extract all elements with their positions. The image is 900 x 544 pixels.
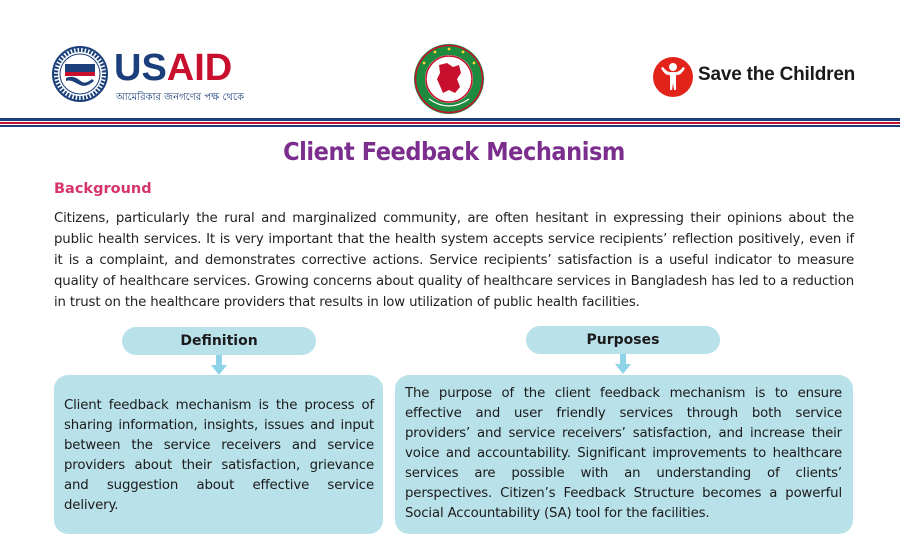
save-the-children-name: Save the Children <box>698 64 856 85</box>
down-arrow-icon <box>211 355 227 375</box>
header-logos <box>0 0 900 118</box>
usaid-wordmark-aid: AID <box>166 47 233 89</box>
bangladesh-government-seal-icon <box>413 43 485 115</box>
stripe-red <box>0 122 900 124</box>
background-paragraph: Citizens, particularly the rural and marginalized community, are often hesitant in expressing their opinions about the public health services. It is very important that the health system accepts service recipients’ reflection positively, even if it is a complaint, and demonstrates corrective actions. Service recipients’ satisfaction is a useful indicator to measure quality of healthcare services. Growing concerns about quality of healthcare services in Bangladesh has led to a reduction in trust on the healthcare providers that results in low utilization of public health facilities. <box>54 211 854 310</box>
background-heading: Background <box>54 181 152 197</box>
definition-label-pill: Definition <box>122 327 316 355</box>
document-title: Client Feedback Mechanism <box>283 137 625 166</box>
save-the-children-figure-icon <box>652 56 694 98</box>
usaid-tagline: আমেরিকার জনগণের পক্ষ থেকে <box>116 92 245 103</box>
purposes-label-pill: Purposes <box>526 326 720 354</box>
usaid-wordmark <box>114 44 232 92</box>
stripe-blue-top <box>0 118 900 121</box>
purposes-text: The purpose of the client feedback mechanism is to ensure effective and user friendly services through both service providers’ and service receivers’ satisfaction, and increase their voice and accountability. Significant improvements to healthcare services are possible with an understanding of clients’ perspectives. Citizen’s Feedback Structure becomes a powerful Social Accountability (SA) tool for the facilities. <box>405 386 842 521</box>
usaid-handshake-seal-icon <box>52 46 108 102</box>
definition-panel <box>54 375 383 534</box>
stripe-blue-bottom <box>0 125 900 127</box>
purposes-panel <box>395 375 853 534</box>
usaid-wordmark-us: US <box>114 47 167 89</box>
save-the-children-logo <box>652 56 862 100</box>
down-arrow-icon <box>615 354 631 374</box>
header-stripes <box>0 118 900 128</box>
definition-text: Client feedback mechanism is the process of sharing information, insights, issues and input between the service receivers and service providers about their satisfaction, grievance and suggestion about effective service delivery. <box>64 398 374 513</box>
usaid-logo <box>52 46 252 112</box>
